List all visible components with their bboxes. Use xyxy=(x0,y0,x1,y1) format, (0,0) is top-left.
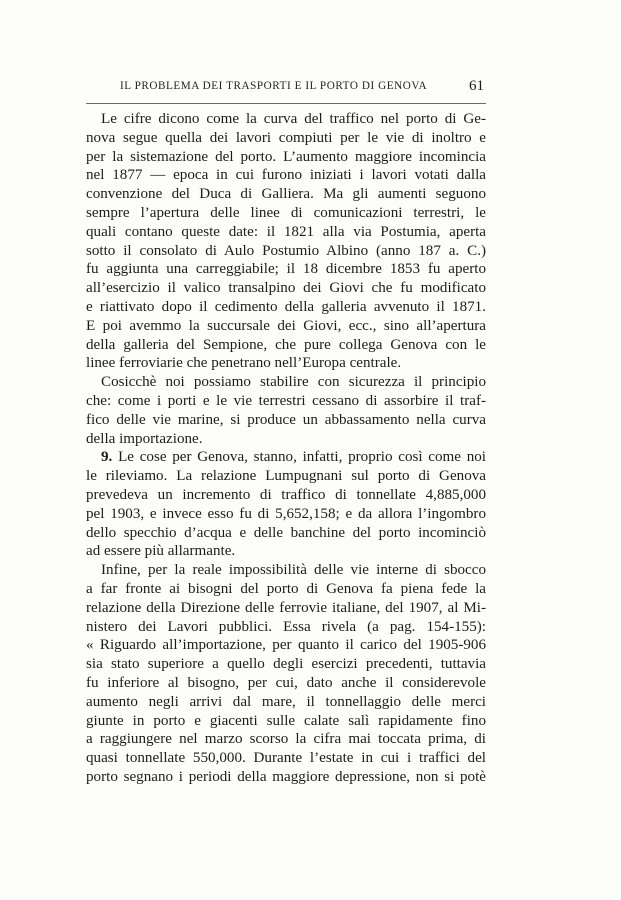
text-line: Cosicchè noi possiamo stabilire con sicurezza il principio xyxy=(101,374,486,391)
text-line: Le cose per Genova, stanno, infatti, proprio così come noi xyxy=(118,449,486,466)
header-rule xyxy=(86,103,486,104)
text-line: quasi tonnellate 550,000. Durante l’estate in cui i traffici del xyxy=(86,750,486,767)
text-line: Infine, per la reale impossibilità delle vie interne di sbocco xyxy=(101,562,486,579)
text-line: linee ferroviarie che penetrano nell’Europa centrale. xyxy=(86,355,402,372)
running-title: IL PROBLEMA DEI TRASPORTI E IL PORTO DI GENOVA xyxy=(120,80,428,92)
text-line: a raggiungere nel marzo scorso la cifra mai toccata prima, di xyxy=(86,731,486,748)
text-line: E poi avemmo la succursale dei Giovi, ecc., sino all’apertura xyxy=(86,317,486,334)
text-line: nova segue quella dei lavori compiuti per le vie di inoltro e xyxy=(86,129,486,146)
text-line: sia stato superiore a quello degli esercizi precedenti, tuttavia xyxy=(86,656,486,673)
text-line: della importazione. xyxy=(86,430,203,447)
text-line: nel 1877 — epoca in cui furono iniziati i lavori votati dalla xyxy=(86,167,486,184)
text-line: nistero dei Lavori pubblici. Essa rivela (a pag. 154-155): xyxy=(86,618,486,635)
text-line: prevedeva un incremento di traffico di tonnellate 4,885,000 xyxy=(86,486,486,503)
text-line: giunte in porto e giacenti sulle calate salì rapidamente fino xyxy=(86,712,486,729)
text-line: pel 1903, e invece esso fu di 5,652,158; e da allora l’ingombro xyxy=(86,505,486,522)
text-line: porto segnano i periodi della maggiore depressione, non si potè xyxy=(86,768,486,785)
text-line: quali contano queste date: il 1821 alla via Postumia, aperta xyxy=(86,223,486,240)
section-9-first-line xyxy=(86,448,486,467)
text-line: fico delle vie marine, si produce un abbassamento nella curva xyxy=(86,411,486,428)
text-line: sotto il consolato di Aulo Postumio Albino (anno 187 a. C.) xyxy=(86,242,486,259)
text-line: Le cifre dicono come la curva del traffico nel porto di Ge- xyxy=(101,111,486,127)
text-line: che: come i porti e le vie terrestri cessano di assorbire il traf- xyxy=(86,392,486,409)
text-line: e riattivato dopo il cedimento della galleria avvenuto il 1871. xyxy=(86,298,486,315)
running-head xyxy=(86,78,486,98)
page-number: 61 xyxy=(469,78,484,94)
text-line: relazione della Direzione delle ferrovie italiane, del 1907, al Mi- xyxy=(86,599,486,616)
body-text xyxy=(86,110,486,787)
text-line: le rileviamo. La relazione Lumpugnani sul porto di Genova xyxy=(86,468,486,485)
section-number: 9. xyxy=(101,449,113,466)
text-line: aumento negli arrivi dal mare, il tonnellaggio delle merci xyxy=(86,693,486,710)
text-line: dello specchio d’acqua e delle banchine del porto incominciò xyxy=(86,524,486,541)
text-line: per la sistemazione del porto. L’aumento maggiore incomincia xyxy=(86,148,486,165)
text-line: fu aggiunta una carreggiabile; il 18 dicembre 1853 fu aperto xyxy=(86,261,486,278)
text-line: « Riguardo all’importazione, per quanto il carico del 1905-906 xyxy=(86,637,486,654)
text-line: fu inferiore al bisogno, per cui, dato anche il considerevole xyxy=(86,674,486,691)
text-line: all’esercizio il valico transalpino dei Giovi che fu modificato xyxy=(86,280,486,297)
text-line: convenzione del Duca di Galliera. Ma gli aumenti seguono xyxy=(86,186,486,203)
text-line: sempre l’apertura delle linee di comunicazioni terrestri, le xyxy=(86,204,486,221)
text-line: della galleria del Sempione, che pure collega Genova con le xyxy=(86,336,486,353)
text-line: a far fronte ai bisogni del porto di Genova fa piena fede la xyxy=(86,580,486,597)
text-line: ad essere più allarmante. xyxy=(86,543,236,560)
